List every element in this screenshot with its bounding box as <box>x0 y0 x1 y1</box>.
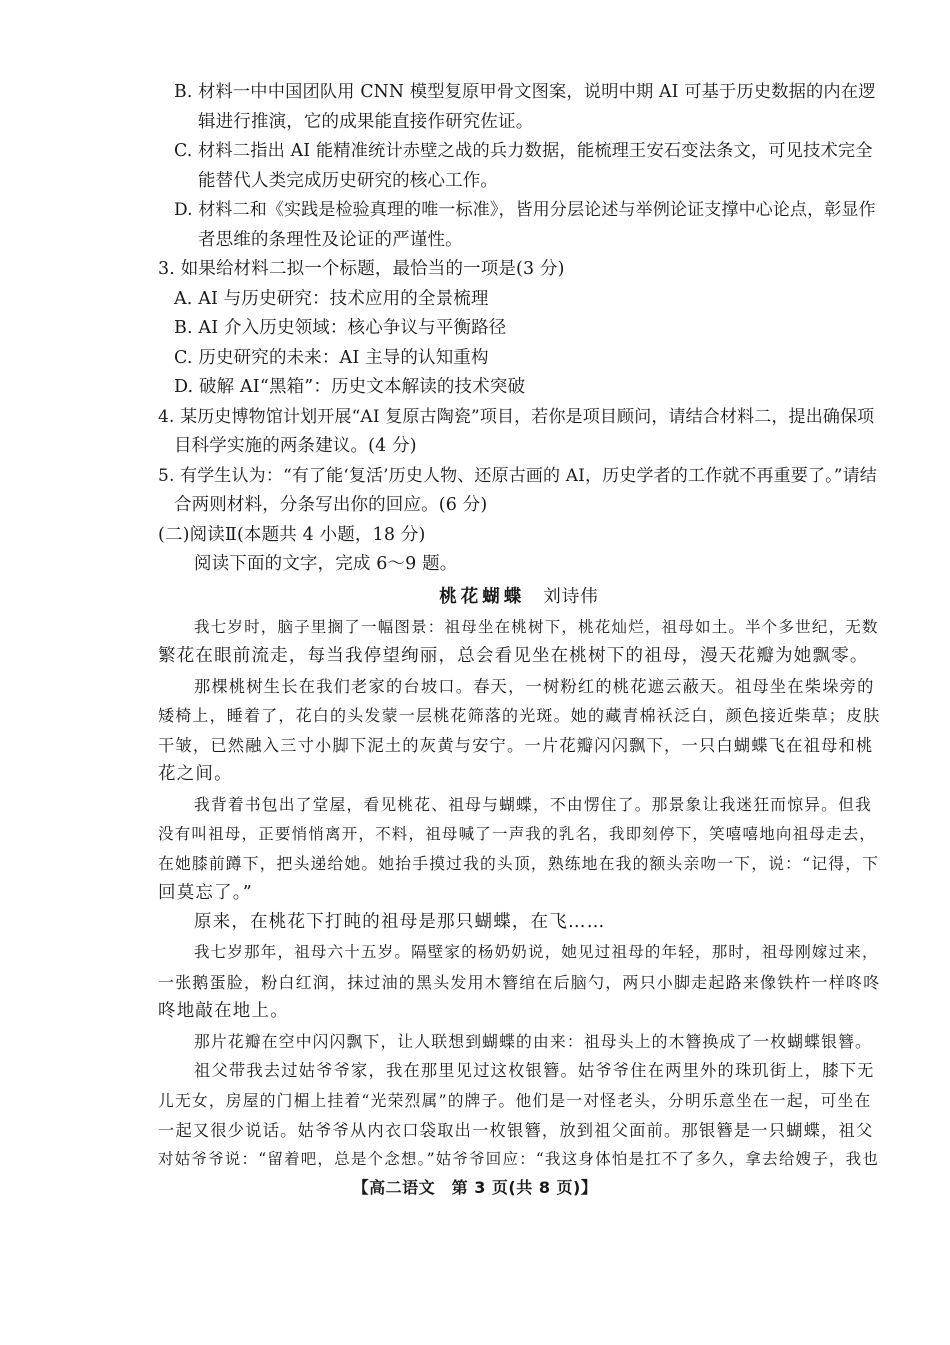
story <box>158 582 880 1175</box>
q4-line1: 4. 某历史博物馆计划开展“AI 复原古陶瓷”项目，若你是项目顾问，请结合材料二，提出确保项 <box>158 406 875 427</box>
story-author: 刘诗伟 <box>543 586 599 607</box>
q3-option-c: C. 历史研究的未来：AI 主导的认知重构 <box>174 347 489 368</box>
story-p5-line1: 我七岁那年，祖母六十五岁。隔壁家的杨奶奶说，她见过祖母的年轻，那时，祖母刚嫁过来， <box>194 943 879 962</box>
story-p2-line2: 矮椅上，睡着了，花白的头发蒙一层桃花筛落的光斑。她的藏青棉袄泛白，颜色接近柴草；皮肤 <box>158 706 881 726</box>
story-title: 桃花蝴蝶 <box>439 586 526 607</box>
page-footer: 【高二语文 第 3 页(共 8 页)】 <box>352 1178 598 1197</box>
story-paragraph-1 <box>158 613 880 672</box>
story-p2-line4: 花之间。 <box>158 764 233 785</box>
section-instruction: 阅读下面的文字，完成 6～9 题。 <box>194 554 458 574</box>
q3-option-d: D. 破解 AI“黑箱”：历史文本解读的技术突破 <box>174 377 526 397</box>
story-p3-line4: 回莫忘了。” <box>158 882 253 903</box>
section-heading: (二)阅读Ⅱ(本题共 4 小题，18 分) <box>158 524 426 545</box>
story-paragraph-5 <box>158 938 880 1027</box>
q2-option-d-line2: 者思维的条理性及论证的严谨性。 <box>198 229 463 250</box>
story-paragraph-6 <box>158 1027 880 1057</box>
story-p5-line3: 咚地敲在地上。 <box>158 1001 289 1022</box>
question-5 <box>158 462 880 521</box>
story-p6-line1: 那片花瓣在空中闪闪飘下，让人联想到蝴蝶的由来：祖母头上的木簪换成了一枚蝴蝶银簪。 <box>194 1031 872 1051</box>
q4-line2: 目科学实施的两条建议。(4 分) <box>174 436 417 456</box>
q3-option-b: B. AI 介入历史领域：核心争议与平衡路径 <box>174 318 507 338</box>
q3-option-a: A. AI 与历史研究：技术应用的全景梳理 <box>174 288 489 309</box>
section-reading-2 <box>158 521 880 580</box>
q2-option-d <box>158 196 880 255</box>
page-content <box>158 78 880 1175</box>
story-paragraph-3 <box>158 790 880 908</box>
story-p2-line1: 那棵桃树生长在我们老家的台坡口。春天，一树粉红的桃花遮云蔽天。祖母坐在柴垛旁的 <box>194 676 875 696</box>
story-p7-line4: 对姑爷爷说：“留着吧，总是个念想。”姑爷爷回应：“我这身体怕是扛不了多久，拿去给嫂子，我也 <box>158 1150 880 1169</box>
q2-option-c <box>158 137 880 196</box>
story-p5-line2: 一张鹅蛋脸，粉白红润，抹过油的黑头发用木簪绾在后脑勺，两只小脚走起路来像铁杵一样咚咚 <box>158 972 881 992</box>
q2-option-b <box>158 78 880 137</box>
q2-option-c-line2: 能替代人类完成历史研究的核心工作。 <box>198 170 499 191</box>
story-p7-line2: 儿无女，房屋的门楣上挂着“光荣烈属”的牌子。他们是一对怪老头，分明乐意坐在一起，可坐在 <box>158 1091 872 1110</box>
q2-option-b-line2: 辑进行推演，它的成果能直接作研究佐证。 <box>198 111 534 132</box>
story-p2-line3: 干皱，已然融入三寸小脚下泥土的灰黄与安宁。一片花瓣闪闪飘下，一只白蝴蝶飞在祖母和桃 <box>158 735 874 755</box>
question-4 <box>158 403 880 462</box>
story-p4-line1: 原来，在桃花下打盹的祖母是那只蝴蝶，在飞…… <box>194 912 606 933</box>
story-p3-line2: 没有叫祖母，正要悄悄离开，不料，祖母喊了一声我的乳名，我即刻停下，笑嘻嘻地向祖母走去， <box>158 824 877 843</box>
question-3 <box>158 255 880 403</box>
q2-option-d-line1: D. 材料二和《实践是检验真理的唯一标准》，皆用分层论述与举例论证支撑中心论点，彰显作 <box>174 200 876 220</box>
story-p1-line2: 繁花在眼前流走，每当我停望绚丽，总会看见坐在桃树下的祖母，漫天花瓣为她飘零。 <box>158 646 869 667</box>
story-p7-line3: 一起又很少说话。姑爷爷从内衣口袋取出一枚银簪，放到祖父面前。那银簪是一只蝴蝶，祖父 <box>158 1120 874 1140</box>
story-paragraph-7 <box>158 1056 880 1174</box>
story-p1-line1: 我七岁时，脑子里搁了一幅图景：祖母坐在桃树下，桃花灿烂，祖母如土。半个多世纪，无数 <box>194 617 879 636</box>
story-p3-line3: 在她膝前蹲下，把头递给她。她抬手摸过我的头顶，熟练地在我的额头亲吻一下，说：“记得，下 <box>158 854 880 874</box>
story-p7-line1: 祖父带我去过姑爷爷家，我在那里见过这枚银簪。姑爷爷住在两里外的珠玑街上，膝下无 <box>194 1061 875 1081</box>
story-paragraph-2 <box>158 672 880 790</box>
q2-option-b-line1: B. 材料一中中国团队用 CNN 模型复原甲骨文图案，说明中期 AI 可基于历史数据的内在逻 <box>174 82 876 102</box>
q2-option-c-line1: C. 材料二指出 AI 能精准统计赤壁之战的兵力数据，能梳理王安石变法条文，可见技术完全 <box>174 141 873 161</box>
story-p3-line1: 我背着书包出了堂屋，看见桃花、祖母与蝴蝶，不由愣住了。那景象让我迷狂而惊异。但我 <box>194 795 872 815</box>
story-paragraph-4 <box>158 908 880 938</box>
q5-line1: 5. 有学生认为：“有了能‘复活’历史人物、还原古画的 AI，历史学者的工作就不再重要了。”请结 <box>158 465 877 486</box>
story-header <box>158 582 880 613</box>
q3-stem: 3. 如果给材料二拟一个标题，最恰当的一项是(3 分) <box>158 259 565 279</box>
q5-line2: 合两则材料，分条写出你的回应。(6 分) <box>174 495 488 515</box>
